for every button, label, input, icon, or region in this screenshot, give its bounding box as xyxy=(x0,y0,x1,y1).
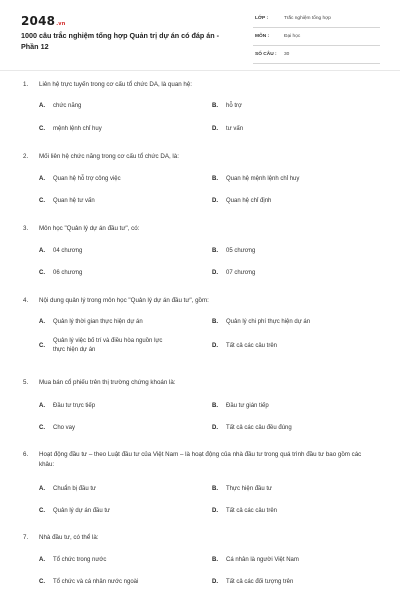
document-header xyxy=(0,0,400,66)
question-text xyxy=(23,296,373,306)
document-title: 1000 câu trắc nghiệm tổng hợp Quản trị dự án có đáp án - Phần 12 xyxy=(21,31,220,51)
option-text: hỗ trợ xyxy=(226,103,242,109)
option-letter: A. xyxy=(39,557,45,563)
option-text: mệnh lệnh chỉ huy xyxy=(53,126,102,132)
option-letter: D. xyxy=(212,508,218,514)
logo-suffix: .vn xyxy=(56,21,66,27)
option-text: Quan hệ hỗ trợ công việc xyxy=(53,176,121,182)
option-letter: B. xyxy=(212,403,218,409)
question-number: 5. xyxy=(23,379,29,386)
question-body: Mối liên hệ chức năng trong cơ cấu tổ chức DA, là: xyxy=(39,153,179,160)
meta-value: 30 xyxy=(284,52,290,57)
question-number: 2. xyxy=(23,153,29,160)
header-divider xyxy=(0,70,400,71)
option-text: Quan hệ chỉ định xyxy=(226,198,272,204)
option-text: Chuẩn bị đầu tư xyxy=(53,486,97,492)
meta-row-subject xyxy=(253,31,380,46)
question-text xyxy=(23,152,373,162)
question-text xyxy=(23,378,373,388)
option-letter: D. xyxy=(212,126,218,132)
meta-label: MÔN : xyxy=(255,34,270,39)
question-number: 6. xyxy=(23,451,29,458)
option-letter: A. xyxy=(39,403,45,409)
option-letter: A. xyxy=(39,176,45,182)
question-body: Liên hệ trực tuyến trong cơ cấu tổ chức DA, là quan hệ: xyxy=(39,81,193,88)
option-letter: A. xyxy=(39,486,45,492)
option-text: Tất cả các đối tượng trên xyxy=(226,579,294,585)
question-number: 7. xyxy=(23,534,29,541)
option-letter: C. xyxy=(39,126,45,132)
question-text xyxy=(23,224,373,234)
meta-value: Đại học xyxy=(284,34,301,39)
option-text: Quản lý chi phí thực hiện dự án xyxy=(226,319,311,325)
option-text: chức năng xyxy=(53,103,82,109)
option-letter: D. xyxy=(212,425,218,431)
option-letter: D. xyxy=(212,198,218,204)
option-letter: B. xyxy=(212,486,218,492)
option-text: Đầu tư gián tiếp xyxy=(226,403,269,409)
option-letter: C. xyxy=(39,425,45,431)
option-letter: D. xyxy=(212,343,218,349)
option-letter: D. xyxy=(212,270,218,276)
option-letter: A. xyxy=(39,319,45,325)
question-number: 1. xyxy=(23,81,29,88)
option-text: tư vấn xyxy=(226,126,244,132)
option-letter: B. xyxy=(212,176,218,182)
option-text: Cá nhân là người Việt Nam xyxy=(226,557,299,563)
option-text: Quản lý thời gian thực hiện dự án xyxy=(53,319,143,325)
option-letter: C. xyxy=(39,270,45,276)
option-text: Tổ chức trong nước xyxy=(53,557,107,563)
option-letter: B. xyxy=(212,248,218,254)
option-letter: D. xyxy=(212,579,218,585)
option-letter: C. xyxy=(39,579,45,585)
question-body: Hoạt động đầu tư – theo Luật đầu tư của Việt Nam – là hoạt động của nhà đầu tư trong quá trình đầu tư bao gồm các khâu: xyxy=(39,451,362,468)
option-text: Tất cả các câu trên xyxy=(226,343,278,349)
option-letter: B. xyxy=(212,557,218,563)
question-body: Nội dung quản lý trong môn học "Quản lý dự án đầu tư", gồm: xyxy=(39,297,209,304)
option-text: Tất cả các câu trên xyxy=(226,508,278,514)
option-text: Quản lý dự án đầu tư xyxy=(53,508,111,514)
question-number: 3. xyxy=(23,225,29,232)
meta-value: Trắc nghiệm tổng hợp xyxy=(284,16,331,21)
question-text xyxy=(23,80,373,90)
question-number: 4. xyxy=(23,297,29,304)
question-body: Nhà đầu tư, có thể là: xyxy=(39,534,99,541)
option-letter: B. xyxy=(212,319,218,325)
question-body: Môn học "Quản lý dự án đầu tư", có: xyxy=(39,225,140,232)
option-text: 04 chương xyxy=(53,248,83,254)
option-text: Thực hiện đầu tư xyxy=(226,486,273,492)
option-text: 07 chương xyxy=(226,270,256,276)
option-text: Quan hệ mệnh lệnh chỉ huy xyxy=(226,176,300,182)
option-text: Đầu tư trực tiếp xyxy=(53,403,96,409)
meta-info xyxy=(253,13,380,67)
option-text: Tổ chức và cá nhân nước ngoài xyxy=(53,579,139,585)
meta-row-count xyxy=(253,49,380,64)
question-text xyxy=(23,450,373,470)
option-text: Cho vay xyxy=(53,425,76,431)
option-text: Quản lý việc bố trí và điều hòa nguồn lực thực hiện dự án xyxy=(53,338,163,353)
site-logo[interactable] xyxy=(21,14,66,28)
option-text: Tất cả các câu đều đúng xyxy=(226,425,292,431)
option-text: 06 chương xyxy=(53,270,83,276)
option-text: Quan hệ tư vấn xyxy=(53,198,95,204)
option-letter: B. xyxy=(212,103,218,109)
logo-text: 2048 xyxy=(21,14,56,28)
option-letter: A. xyxy=(39,103,45,109)
meta-label: SỐ CÂU : xyxy=(255,52,277,57)
option-text: 05 chương xyxy=(226,248,256,254)
meta-label: LỚP : xyxy=(255,16,269,21)
question-body: Mua bán cổ phiếu trên thị trường chứng khoán là: xyxy=(39,379,176,386)
option-letter: A. xyxy=(39,248,45,254)
option-letter: C. xyxy=(39,198,45,204)
option-letter: C. xyxy=(39,508,45,514)
option-letter: C. xyxy=(39,343,45,349)
meta-row-class xyxy=(253,13,380,28)
question-text xyxy=(23,533,373,543)
